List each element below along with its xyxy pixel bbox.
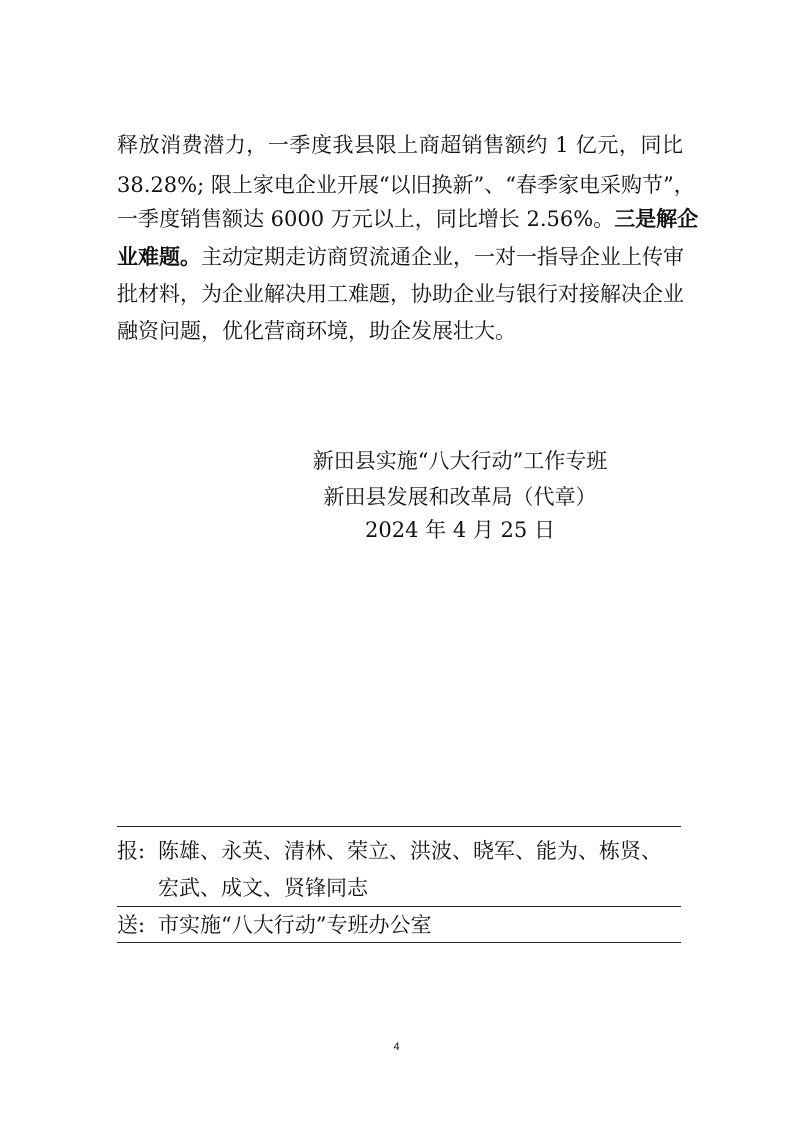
divider-middle <box>117 906 681 907</box>
send-label: 送: <box>117 913 146 937</box>
body-paragraph-line: 融资问题，优化营商环境，助企发展壮大。 <box>117 319 516 343</box>
body-text-span: 主动定期走访商贸流通企业，一对一指导企业上传审 <box>201 245 684 269</box>
signature-org-line: 新田县实施“八大行动”工作专班 <box>312 449 608 473</box>
body-text-span: 一季度销售额达 6000 万元以上，同比增长 2.56%。 <box>117 207 615 231</box>
divider-top <box>117 826 681 827</box>
send-recipients-line: 市实施“八大行动”专班办公室 <box>158 913 432 937</box>
page-number: 4 <box>393 1041 400 1053</box>
signature-org-line: 新田县发展和改革局（代章） <box>323 485 597 509</box>
body-paragraph-line <box>117 242 683 272</box>
report-label: 报: <box>117 839 146 863</box>
body-paragraph-line: 38.28%; 限上家电企业开展“以旧换新”、“春季家电采购节”， <box>117 173 695 197</box>
body-paragraph-line: 批材料，为企业解决用工难题，协助企业与银行对接解决企业 <box>117 282 684 306</box>
signature-date: 2024 年 4 月 25 日 <box>365 518 555 542</box>
report-recipients-line: 宏武、成文、贤锋同志 <box>158 876 368 900</box>
body-paragraph-line: 释放消费潜力，一季度我县限上商超销售额约 1 亿元，同比 <box>117 133 683 157</box>
bold-heading-span: 业难题。 <box>117 245 201 269</box>
report-recipients-line: 陈雄、永英、清林、荣立、洪波、晓军、能为、栋贤、 <box>158 839 662 863</box>
bold-heading-span: 三是解企 <box>614 207 699 231</box>
body-paragraph-line <box>117 204 699 234</box>
divider-bottom <box>117 942 681 943</box>
